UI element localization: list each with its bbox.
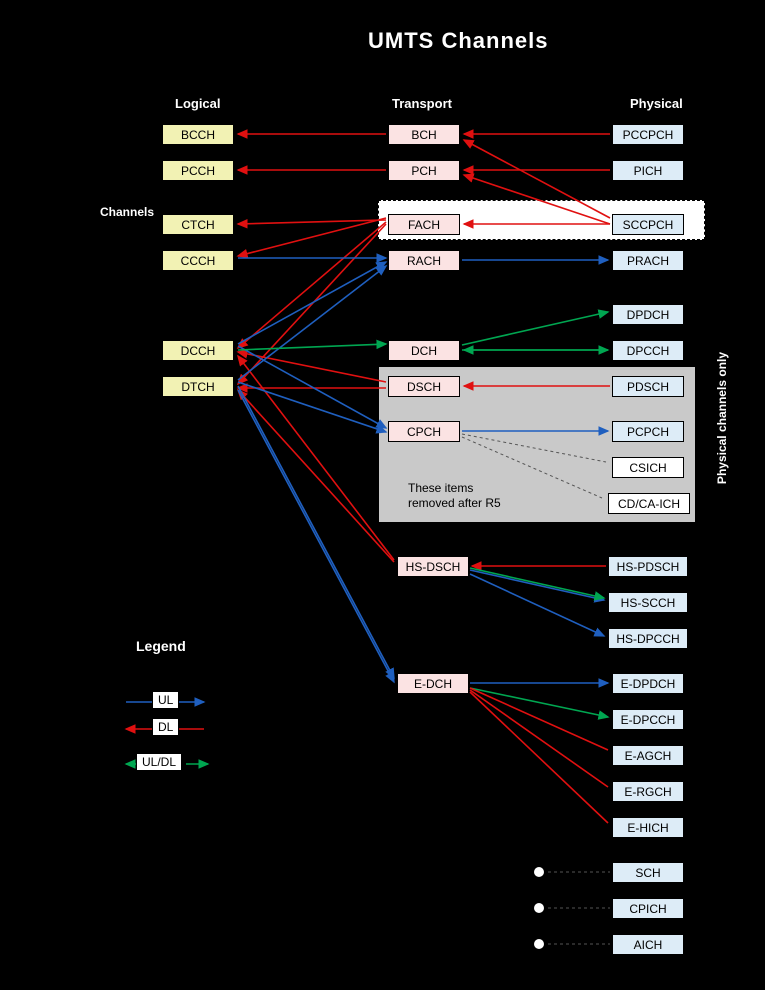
physical-channel-e-hich[interactable]: E-HICH	[612, 817, 684, 838]
physical-channel-aich[interactable]: AICH	[612, 934, 684, 955]
r5-note-line1: These items	[408, 481, 474, 495]
physical-channel-pich[interactable]: PICH	[612, 160, 684, 181]
logical-channel-ctch[interactable]: CTCH	[162, 214, 234, 235]
logical-channel-dcch[interactable]: DCCH	[162, 340, 234, 361]
transport-channel-dch[interactable]: DCH	[388, 340, 460, 361]
logical-channel-bcch[interactable]: BCCH	[162, 124, 234, 145]
physical-channel-sch[interactable]: SCH	[612, 862, 684, 883]
physical-channel-dpcch[interactable]: DPCCH	[612, 340, 684, 361]
legend-item-ul-dl: UL/DL	[136, 753, 182, 771]
physical-channel-pccpch[interactable]: PCCPCH	[612, 124, 684, 145]
physical-channel-e-agch[interactable]: E-AGCH	[612, 745, 684, 766]
column-header-transport: Transport	[392, 96, 452, 111]
physical-channel-cd-ca-ich[interactable]: CD/CA-ICH	[608, 493, 690, 514]
transport-channel-dsch[interactable]: DSCH	[388, 376, 460, 397]
physical-channel-hs-scch[interactable]: HS-SCCH	[608, 592, 688, 613]
physical-channel-e-dpdch[interactable]: E-DPDCH	[612, 673, 684, 694]
physical-channel-e-rgch[interactable]: E-RGCH	[612, 781, 684, 802]
transport-channel-cpch[interactable]: CPCH	[388, 421, 460, 442]
physical-channel-hs-dpcch[interactable]: HS-DPCCH	[608, 628, 688, 649]
physical-channel-prach[interactable]: PRACH	[612, 250, 684, 271]
physical-channel-e-dpcch[interactable]: E-DPCCH	[612, 709, 684, 730]
bullet-dot-sch	[534, 867, 544, 877]
physical-channel-sccpch[interactable]: SCCPCH	[612, 214, 684, 235]
r5-note	[408, 481, 501, 511]
logical-channel-pcch[interactable]: PCCH	[162, 160, 234, 181]
physical-channel-dpdch[interactable]: DPDCH	[612, 304, 684, 325]
r5-note-line2: removed after R5	[408, 496, 501, 510]
logical-channel-dtch[interactable]: DTCH	[162, 376, 234, 397]
physical-channel-cpich[interactable]: CPICH	[612, 898, 684, 919]
bullet-dot-aich	[534, 939, 544, 949]
page-title: UMTS Channels	[368, 28, 549, 53]
transport-channel-pch[interactable]: PCH	[388, 160, 460, 181]
bullet-dot-cpich	[534, 903, 544, 913]
side-label-right: Physical channels only	[715, 352, 729, 485]
legend-title: Legend	[136, 638, 186, 654]
transport-channel-e-dch[interactable]: E-DCH	[397, 673, 469, 694]
transport-channel-hs-dsch[interactable]: HS-DSCH	[397, 556, 469, 577]
transport-channel-bch[interactable]: BCH	[388, 124, 460, 145]
transport-channel-fach[interactable]: FACH	[388, 214, 460, 235]
legend-item-ul: UL	[152, 691, 179, 709]
side-label-left: Channels	[100, 205, 155, 219]
legend-item-dl: DL	[152, 718, 179, 736]
column-header-physical: Physical	[630, 96, 683, 111]
logical-channel-ccch[interactable]: CCCH	[162, 250, 234, 271]
column-header-logical: Logical	[175, 96, 221, 111]
physical-channel-pdsch[interactable]: PDSCH	[612, 376, 684, 397]
physical-channel-hs-pdsch[interactable]: HS-PDSCH	[608, 556, 688, 577]
physical-channel-pcpch[interactable]: PCPCH	[612, 421, 684, 442]
transport-channel-rach[interactable]: RACH	[388, 250, 460, 271]
physical-channel-csich[interactable]: CSICH	[612, 457, 684, 478]
